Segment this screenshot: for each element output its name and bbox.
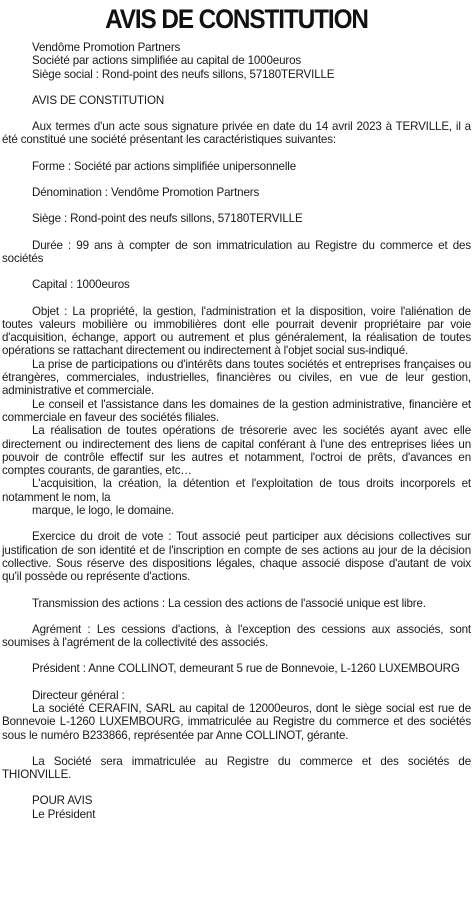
duree-paragraph: Durée : 99 ans à compter de son immatriculation au Registre du commerce et des sociétés — [2, 238, 471, 265]
objet-paragraph: Le conseil et l'assistance dans les domaines de la gestion administrative, financière et commerciale en faveur des sociétés filiales. — [2, 397, 471, 424]
company-name: Vendôme Promotion Partners — [32, 41, 181, 54]
signature-line: Le Président — [32, 807, 96, 821]
notice-title: AVIS DE CONSTITUTION — [105, 4, 368, 34]
company-legal-form: Société par actions simplifiée au capital de 1000euros — [32, 54, 302, 68]
transmission-line: Transmission des actions : La cession des actions de l'associé unique est libre. — [32, 596, 426, 610]
capital-line: Capital : 1000euros — [32, 278, 130, 292]
immatriculation-paragraph: La Société sera immatriculée au Registre du commerce et des sociétés de THIONVILLE. — [2, 754, 471, 782]
denomination-line: Dénomination : Vendôme Promotion Partners — [32, 186, 260, 200]
objet-paragraph: La réalisation de toutes opérations de trésorerie avec les sociétés ayant avec elle directement ou indirectement des liens de capital conférant à l'une des entreprises liées un pouvoir de contrôle effectif sur les autres et notamment, l'octroi de prêts, d'avances en comptes courants, de garanties, etc… — [2, 424, 471, 478]
president-paragraph: Président : Anne COLLINOT, demeurant 5 rue de Bonnevoie, L-1260 LUXEMBOURG — [32, 662, 460, 676]
forme-line: Forme : Société par actions simplifiée unipersonnelle — [32, 159, 296, 173]
intro-paragraph: Aux termes d'un acte sous signature privée en date du 14 avril 2023 à TERVILLE, il a été constitué une société présentant les caractéristiques suivantes: — [2, 120, 471, 147]
vote-paragraph: Exercice du droit de vote : Tout associé peut participer aux décisions collectives sur justification de son identité et de l'inscription en compte de ses actions au jour de la décision collective. Sous réserve des dispositions légales, chaque associé dispose d'autant de voix qu'il possède ou représente d'actions. — [2, 530, 471, 584]
section-subtitle: AVIS DE CONSTITUTION — [32, 93, 165, 107]
objet-paragraph: marque, le logo, le domaine. — [32, 504, 175, 518]
objet-paragraph: La prise de participations ou d'intérêts dans toutes sociétés et entreprises françaises ou étrangères, commerciales, industrielles, financières ou civiles, en vue de leur gestion, administrative et commerciale. — [2, 357, 471, 398]
objet-paragraph: Objet : La propriété, la gestion, l'administration et la disposition, voire l'aliénation de toutes valeurs mobilière ou immobilières dont elle pourrait devenir propriétaire par voie d'acquisition, échange, apport ou autrement et plus généralement, la réalisation de toutes opérations se rattachant directement ou indirectement à l'objet social sus-indiqué. — [2, 304, 471, 358]
directeur-paragraph: La société CERAFIN, SARL au capital de 12000euros, dont le siège social est rue de Bonnevoie L-1260 LUXEMBOURG, immatriculée au Registre du commerce et des sociétés sous le numéro B233866, représentée par Anne COLLINOT, gérante. — [2, 701, 471, 742]
closing-line: POUR AVIS — [32, 794, 93, 808]
siege-line: Siège : Rond-point des neufs sillons, 57180TERVILLE — [32, 212, 303, 226]
company-seat: Siège social : Rond-point des neufs sillons, 57180TERVILLE — [32, 67, 335, 81]
agrement-paragraph: Agrément : Les cessions d'actions, à l'exception des cessions aux associés, sont soumises à l'agrément de la collectivité des associés. — [2, 622, 471, 650]
directeur-label: Directeur général : — [32, 688, 125, 702]
objet-paragraph: L'acquisition, la création, la détention et l'exploitation de tous droits incorporels et notamment le nom, la — [2, 477, 471, 504]
